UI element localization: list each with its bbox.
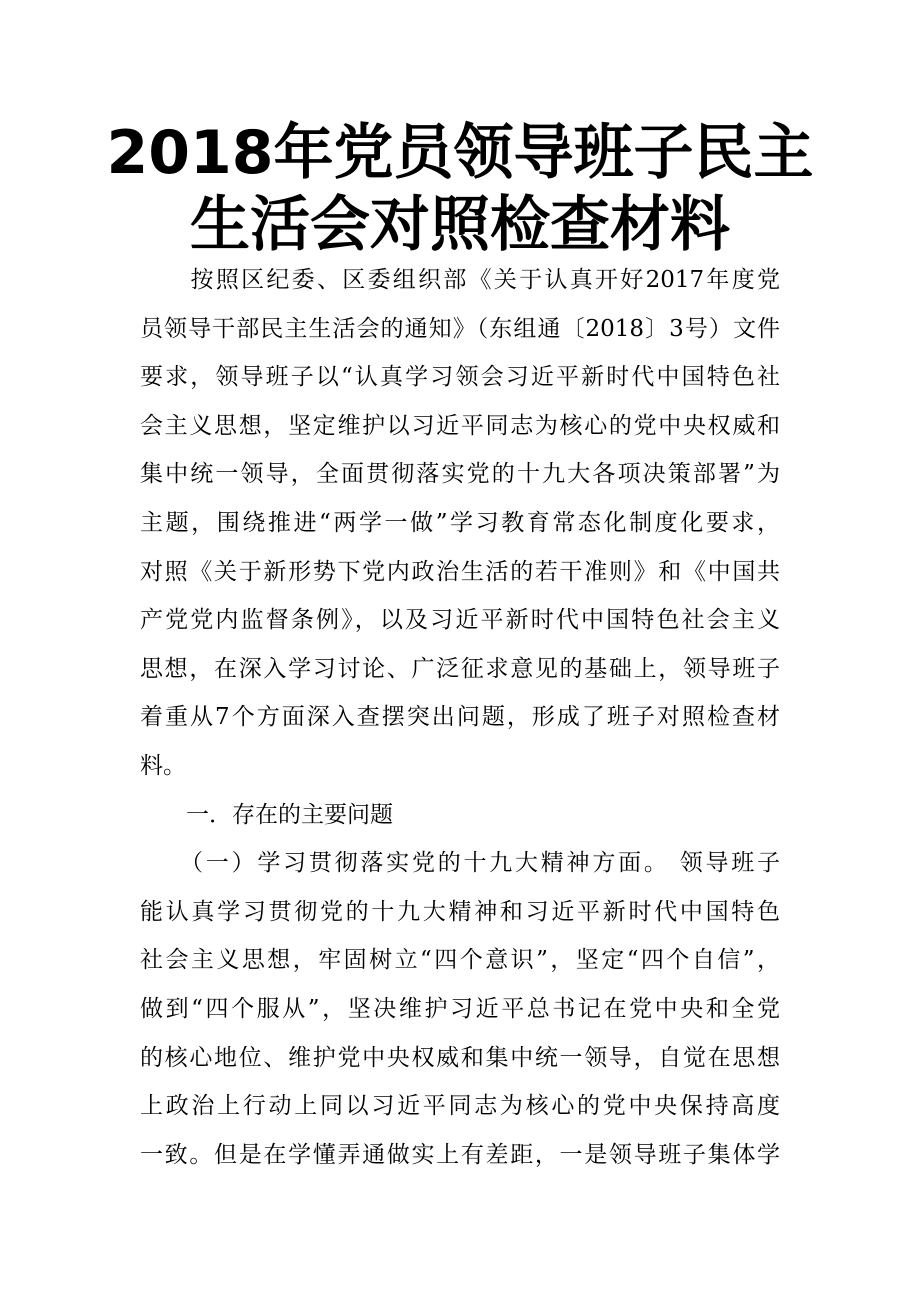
- paragraph-2-line-4: 做到“四个服从”，坚决维护习近平总书记在党中央和全党: [140, 995, 780, 1022]
- document-title-line-2: 生活会对照检查材料: [190, 190, 730, 260]
- paragraph-1-line-11: 料。: [140, 752, 186, 779]
- document-title-line-1: 2018年党员领导班子民主: [106, 118, 814, 188]
- paragraph-2-line-5: 的核心地位、维护党中央权威和集中统一领导，自觉在思想: [140, 1044, 780, 1071]
- paragraph-1-line-5: 集中统一领导，全面贯彻落实党的十九大各项决策部署”为: [140, 461, 780, 488]
- paragraph-1-line-9: 思想，在深入学习讨论、广泛征求意见的基础上，领导班子: [140, 655, 780, 682]
- paragraph-1-line-7: 对照《关于新形势下党内政治生活的若干准则》和《中国共: [140, 558, 780, 585]
- paragraph-1-line-10: 着重从7个方面深入查摆突出问题，形成了班子对照检查材: [140, 704, 780, 731]
- paragraph-2-line-2: 能认真学习贯彻党的十九大精神和习近平新时代中国特色: [140, 898, 780, 925]
- section-heading: 一．存在的主要问题: [140, 801, 393, 828]
- paragraph-1-line-4: 会主义思想，坚定维护以习近平同志为核心的党中央权威和: [140, 412, 780, 439]
- paragraph-1-line-8: 产党党内监督条例》，以及习近平新时代中国特色社会主义: [140, 607, 780, 634]
- paragraph-1-line-1: 按照区纪委、区委组织部《关于认真开好2017年度党: [140, 267, 780, 293]
- paragraph-2-line-7: 一致。但是在学懂弄通做实上有差距，一是领导班子集体学: [140, 1141, 780, 1168]
- paragraph-1-line-6: 主题，围绕推进“两学一做”学习教育常态化制度化要求，: [140, 509, 780, 536]
- paragraph-2-line-6: 上政治上行动上同以习近平同志为核心的党中央保持高度: [140, 1093, 780, 1120]
- paragraph-1-line-3: 要求，领导班子以“认真学习领会习近平新时代中国特色社: [140, 364, 780, 391]
- paragraph-1-line-2: 员领导干部民主生活会的通知》（东组通〔2018〕3号）文件: [140, 315, 780, 342]
- document-body: [140, 256, 780, 1179]
- paragraph-2-line-1: （一）学习贯彻落实党的十九大精神方面。 领导班子: [140, 850, 780, 877]
- paragraph-2-line-3: 社会主义思想，牢固树立“四个意识”，坚定“四个自信”，: [140, 947, 780, 974]
